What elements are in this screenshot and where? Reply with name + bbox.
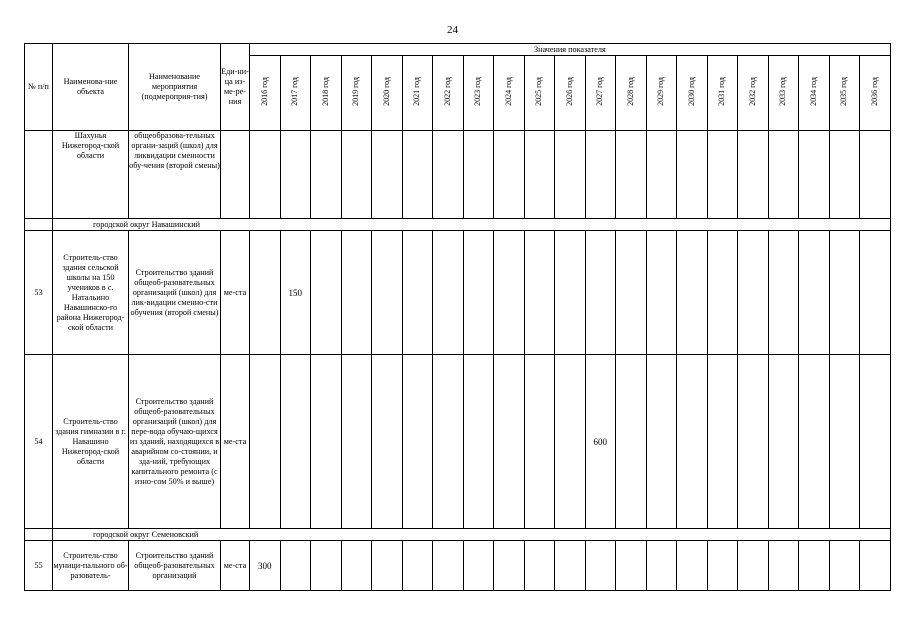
- header-year: [433, 56, 464, 131]
- header-year: [372, 56, 403, 131]
- header-year-label: 2022 год: [442, 77, 452, 106]
- header-year-label: 2017 год: [290, 77, 300, 106]
- header-year-label: 2021 год: [412, 77, 422, 106]
- row-measure: Строительство зданий общеоб-разовательных организаций: [129, 541, 221, 591]
- value-cell: [280, 355, 311, 529]
- header-year: [524, 56, 555, 131]
- value-cell: [616, 131, 647, 219]
- value-cell: 600: [585, 355, 616, 529]
- table-row: [25, 541, 891, 591]
- header-year: [341, 56, 372, 131]
- value-cell: [341, 355, 372, 529]
- header-num: № п/п: [25, 44, 53, 131]
- row-unit: ме-ста: [221, 231, 250, 355]
- value-cell: [738, 231, 769, 355]
- header-year-label: 2016 год: [259, 77, 269, 106]
- value-cell: [646, 355, 677, 529]
- header-object: Наименова-ние объекта: [53, 44, 129, 131]
- value-cell: [677, 231, 708, 355]
- header-year: [646, 56, 677, 131]
- row-measure: Строительство зданий общеоб-разовательных организаций (школ) для пере-вода обучаю-щихся из зданий, находящихся в аварийном со-стоянии, и зда-ний, требующих капитального ремонта (с изно-сом 50% и выше): [129, 355, 221, 529]
- value-cell: [616, 355, 647, 529]
- header-year: [616, 56, 647, 131]
- value-cell: [402, 541, 433, 591]
- value-cell: [616, 541, 647, 591]
- value-cell: [341, 231, 372, 355]
- value-cell: [768, 541, 799, 591]
- header-measure: Наименование мероприятия (подмероприя-тия): [129, 44, 221, 131]
- value-cell: [402, 231, 433, 355]
- header-year-label: 2023 год: [473, 77, 483, 106]
- row-num: 54: [25, 355, 53, 529]
- table-row: [25, 355, 891, 529]
- section-row: [25, 529, 891, 541]
- header-year-label: 2030 год: [686, 77, 696, 106]
- header-year: [829, 56, 860, 131]
- header-year: [860, 56, 891, 131]
- row-object: Строитель-ство здания сельской школы на 150 учеников в с. Натальино Навашинско-го района Нижегород-ской области: [53, 231, 129, 355]
- header-year-label: 2019 год: [351, 77, 361, 106]
- header-year: [280, 56, 311, 131]
- row-num: 53: [25, 231, 53, 355]
- value-cell: [646, 131, 677, 219]
- header-year: [463, 56, 494, 131]
- section-spacer: [25, 529, 53, 541]
- value-cell: [677, 355, 708, 529]
- value-cell: [433, 355, 464, 529]
- indicator-table: [24, 43, 891, 591]
- value-cell: [463, 231, 494, 355]
- table-row: [25, 131, 891, 219]
- value-cell: [707, 131, 738, 219]
- row-object: Строитель-ство здания гимназии в г. Навашино Нижегород-ской области: [53, 355, 129, 529]
- value-cell: [494, 231, 525, 355]
- value-cell: [829, 231, 860, 355]
- header-values-title: Значения показателя: [250, 44, 891, 56]
- value-cell: [860, 355, 891, 529]
- value-cell: [463, 131, 494, 219]
- value-cell: [463, 541, 494, 591]
- header-year: [494, 56, 525, 131]
- header-year: [799, 56, 830, 131]
- value-cell: [463, 355, 494, 529]
- section-title: городской округ Навашинский: [53, 219, 891, 231]
- value-cell: [280, 541, 311, 591]
- value-cell: [433, 541, 464, 591]
- value-cell: [372, 541, 403, 591]
- value-cell: [707, 231, 738, 355]
- value-cell: [250, 231, 281, 355]
- value-cell: [768, 131, 799, 219]
- table-row: [25, 231, 891, 355]
- value-cell: [585, 541, 616, 591]
- value-cell: [494, 131, 525, 219]
- value-cell: [738, 131, 769, 219]
- header-year-label: 2035 год: [839, 77, 849, 106]
- row-unit: ме-ста: [221, 541, 250, 591]
- section-spacer: [25, 219, 53, 231]
- section-title: городской округ Семеновский: [53, 529, 891, 541]
- value-cell: [768, 355, 799, 529]
- header-year: [738, 56, 769, 131]
- page-number: 24: [447, 24, 458, 36]
- row-measure: Строительство зданий общеоб-разовательных организаций (школ) для лик-видации сменно-сти обучения (второй смены): [129, 231, 221, 355]
- row-num: 55: [25, 541, 53, 591]
- value-cell: [555, 231, 586, 355]
- value-cell: [799, 355, 830, 529]
- value-cell: [524, 355, 555, 529]
- value-cell: 300: [250, 541, 281, 591]
- value-cell: [311, 355, 342, 529]
- header-year: [768, 56, 799, 131]
- header-year-label: 2026 год: [564, 77, 574, 106]
- header-year-label: 2024 год: [503, 77, 513, 106]
- header-year: [250, 56, 281, 131]
- value-cell: [402, 131, 433, 219]
- value-cell: [738, 541, 769, 591]
- value-cell: [707, 355, 738, 529]
- value-cell: [829, 541, 860, 591]
- value-cell: [494, 541, 525, 591]
- value-cell: [311, 541, 342, 591]
- value-cell: 150: [280, 231, 311, 355]
- value-cell: [738, 355, 769, 529]
- row-num: [25, 131, 53, 219]
- value-cell: [372, 131, 403, 219]
- value-cell: [768, 231, 799, 355]
- value-cell: [524, 231, 555, 355]
- value-cell: [311, 231, 342, 355]
- header-year-label: 2028 год: [625, 77, 635, 106]
- row-object: Шахунья Нижегород-ской области: [53, 131, 129, 219]
- value-cell: [250, 355, 281, 529]
- value-cell: [433, 231, 464, 355]
- header-year: [402, 56, 433, 131]
- value-cell: [341, 541, 372, 591]
- header-year: [555, 56, 586, 131]
- value-cell: [860, 131, 891, 219]
- header-year-label: 2018 год: [320, 77, 330, 106]
- row-measure: общеобразова-тельных органи-заций (школ) для ликвидации сменности обу-чения (второй смены): [129, 131, 221, 219]
- row-unit: ме-ста: [221, 355, 250, 529]
- value-cell: [555, 541, 586, 591]
- value-cell: [555, 131, 586, 219]
- value-cell: [372, 231, 403, 355]
- header-unit: Еди-ни-ца из-ме-ре-ния: [221, 44, 250, 131]
- value-cell: [494, 355, 525, 529]
- row-object: Строитель-ство муници-пального об-разователь-: [53, 541, 129, 591]
- value-cell: [585, 131, 616, 219]
- value-cell: [799, 231, 830, 355]
- header-year-label: 2032 год: [747, 77, 757, 106]
- value-cell: [341, 131, 372, 219]
- value-cell: [799, 131, 830, 219]
- value-cell: [280, 131, 311, 219]
- header-year-label: 2029 год: [656, 77, 666, 106]
- header-year: [585, 56, 616, 131]
- value-cell: [402, 355, 433, 529]
- value-cell: [524, 541, 555, 591]
- value-cell: [433, 131, 464, 219]
- header-year-label: 2020 год: [381, 77, 391, 106]
- header-year: [677, 56, 708, 131]
- value-cell: [646, 231, 677, 355]
- header-year: [707, 56, 738, 131]
- value-cell: [707, 541, 738, 591]
- value-cell: [616, 231, 647, 355]
- header-year-label: 2027 год: [595, 77, 605, 106]
- header-year-label: 2025 год: [534, 77, 544, 106]
- header-year-label: 2033 год: [778, 77, 788, 106]
- value-cell: [829, 355, 860, 529]
- value-cell: [829, 131, 860, 219]
- value-cell: [860, 541, 891, 591]
- row-unit: [221, 131, 250, 219]
- value-cell: [585, 231, 616, 355]
- value-cell: [555, 355, 586, 529]
- header-year-label: 2031 год: [717, 77, 727, 106]
- value-cell: [250, 131, 281, 219]
- value-cell: [677, 131, 708, 219]
- value-cell: [372, 355, 403, 529]
- value-cell: [677, 541, 708, 591]
- value-cell: [646, 541, 677, 591]
- header-year: [311, 56, 342, 131]
- value-cell: [524, 131, 555, 219]
- header-year-label: 2036 год: [869, 77, 879, 106]
- header-year-label: 2034 год: [808, 77, 818, 106]
- value-cell: [311, 131, 342, 219]
- value-cell: [799, 541, 830, 591]
- value-cell: [860, 231, 891, 355]
- section-row: [25, 219, 891, 231]
